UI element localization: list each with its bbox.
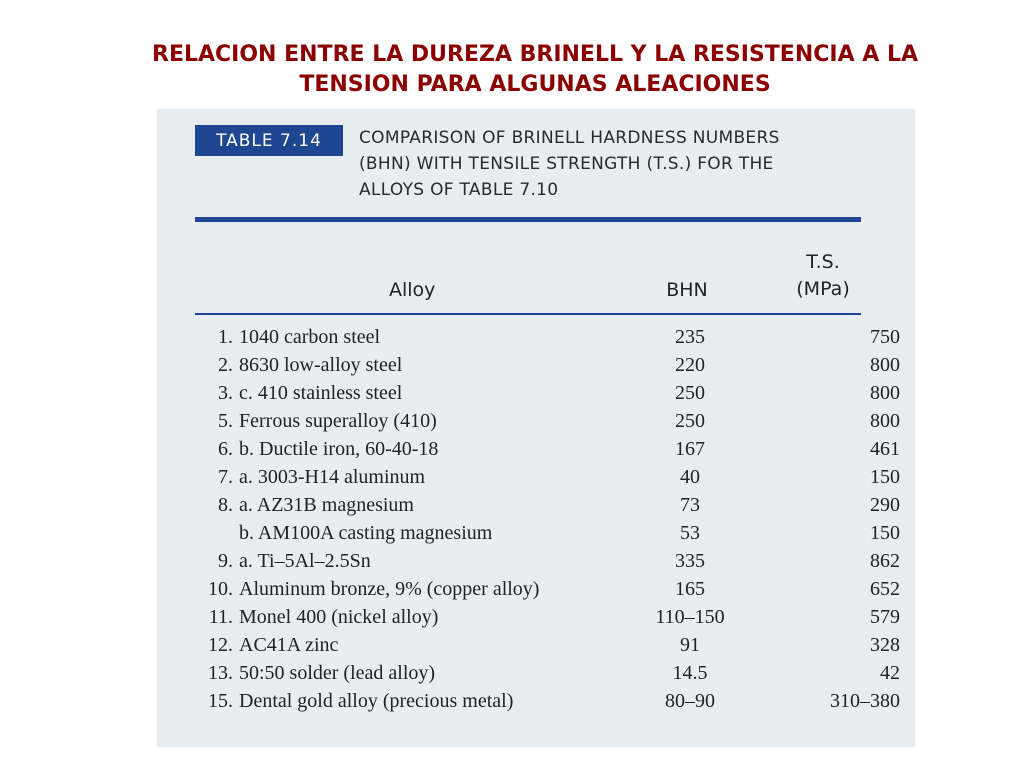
table-row bbox=[195, 519, 900, 547]
row-alloy: 50:50 solder (lead alloy) bbox=[239, 662, 436, 684]
row-number: 7. bbox=[218, 466, 233, 488]
caption-line: COMPARISON OF BRINELL HARDNESS NUMBERS bbox=[359, 128, 780, 148]
row-number: 6. bbox=[218, 438, 233, 460]
row-bhn: 53 bbox=[680, 522, 700, 544]
row-ts: 750 bbox=[870, 326, 900, 348]
row-alloy: Ferrous superalloy (410) bbox=[239, 410, 437, 432]
table-row bbox=[195, 547, 900, 575]
row-bhn: 235 bbox=[675, 326, 705, 348]
table-image-panel bbox=[157, 109, 915, 747]
row-ts: 862 bbox=[870, 550, 900, 572]
row-bhn: 80–90 bbox=[665, 690, 715, 712]
row-number: 10. bbox=[208, 578, 233, 600]
table-row bbox=[195, 491, 900, 519]
row-ts: 461 bbox=[870, 438, 900, 460]
header-divider-thin bbox=[195, 313, 861, 315]
table-row bbox=[195, 659, 900, 687]
row-bhn: 40 bbox=[680, 466, 700, 488]
caption-line: ALLOYS OF TABLE 7.10 bbox=[359, 180, 559, 200]
slide-title-line2: TENSION PARA ALGUNAS ALEACIONES bbox=[299, 72, 771, 97]
row-bhn: 73 bbox=[680, 494, 700, 516]
row-alloy: a. Ti–5Al–2.5Sn bbox=[239, 550, 371, 572]
row-ts: 800 bbox=[870, 410, 900, 432]
row-ts: 652 bbox=[870, 578, 900, 600]
row-alloy: Monel 400 (nickel alloy) bbox=[239, 606, 439, 628]
row-bhn: 14.5 bbox=[672, 662, 708, 684]
column-header-alloy: Alloy bbox=[389, 279, 436, 301]
row-bhn: 167 bbox=[675, 438, 705, 460]
row-alloy: 8630 low-alloy steel bbox=[239, 354, 403, 376]
row-ts: 150 bbox=[870, 466, 900, 488]
row-alloy: a. AZ31B magnesium bbox=[239, 494, 414, 516]
row-number: 13. bbox=[208, 662, 233, 684]
row-alloy: Aluminum bronze, 9% (copper alloy) bbox=[239, 578, 540, 600]
row-bhn: 250 bbox=[675, 382, 705, 404]
slide-title bbox=[60, 40, 1010, 100]
row-number: 12. bbox=[208, 634, 233, 656]
column-header-ts-line2: (MPa) bbox=[796, 278, 850, 300]
row-ts: 800 bbox=[870, 382, 900, 404]
table-row bbox=[195, 351, 900, 379]
table-row bbox=[195, 687, 900, 715]
column-header-ts-line1: T.S. bbox=[806, 251, 840, 273]
row-alloy: c. 410 stainless steel bbox=[239, 382, 403, 404]
row-number: 8. bbox=[218, 494, 233, 516]
row-ts: 42 bbox=[880, 662, 900, 684]
row-alloy: b. AM100A casting magnesium bbox=[239, 522, 493, 544]
row-ts: 290 bbox=[870, 494, 900, 516]
row-ts: 328 bbox=[870, 634, 900, 656]
table-row bbox=[195, 575, 900, 603]
table-row bbox=[195, 463, 900, 491]
table-row bbox=[195, 603, 900, 631]
caption-line: (BHN) WITH TENSILE STRENGTH (T.S.) FOR THE bbox=[359, 154, 774, 174]
row-number: 9. bbox=[218, 550, 233, 572]
table-caption bbox=[359, 125, 879, 203]
row-bhn: 250 bbox=[675, 410, 705, 432]
row-alloy: 1040 carbon steel bbox=[239, 326, 381, 348]
row-number: 15. bbox=[208, 690, 233, 712]
row-number: 2. bbox=[218, 354, 233, 376]
row-bhn: 165 bbox=[675, 578, 705, 600]
row-alloy: b. Ductile iron, 60-40-18 bbox=[239, 438, 439, 460]
row-number: 5. bbox=[218, 410, 233, 432]
row-bhn: 220 bbox=[675, 354, 705, 376]
row-ts: 310–380 bbox=[830, 690, 900, 712]
row-bhn: 110–150 bbox=[655, 606, 725, 628]
row-number: 1. bbox=[218, 326, 233, 348]
row-bhn: 91 bbox=[680, 634, 700, 656]
column-header-ts bbox=[773, 249, 873, 303]
table-row bbox=[195, 323, 900, 351]
row-number: 3. bbox=[218, 382, 233, 404]
row-alloy: Dental gold alloy (precious metal) bbox=[239, 690, 514, 712]
row-ts: 579 bbox=[870, 606, 900, 628]
table-body bbox=[195, 323, 900, 715]
header-divider-thick bbox=[195, 217, 861, 222]
row-alloy: AC41A zinc bbox=[239, 634, 339, 656]
table-row bbox=[195, 435, 900, 463]
table-number-tag: TABLE 7.14 bbox=[195, 125, 343, 156]
row-number: 11. bbox=[208, 606, 233, 628]
slide-title-line1: RELACION ENTRE LA DUREZA BRINELL Y LA RESISTENCIA A LA bbox=[152, 42, 918, 67]
row-ts: 150 bbox=[870, 522, 900, 544]
table-row bbox=[195, 407, 900, 435]
row-ts: 800 bbox=[870, 354, 900, 376]
row-bhn: 335 bbox=[675, 550, 705, 572]
column-header-bhn: BHN bbox=[666, 279, 708, 301]
table-row bbox=[195, 631, 900, 659]
row-alloy: a. 3003-H14 aluminum bbox=[239, 466, 426, 488]
table-row bbox=[195, 379, 900, 407]
